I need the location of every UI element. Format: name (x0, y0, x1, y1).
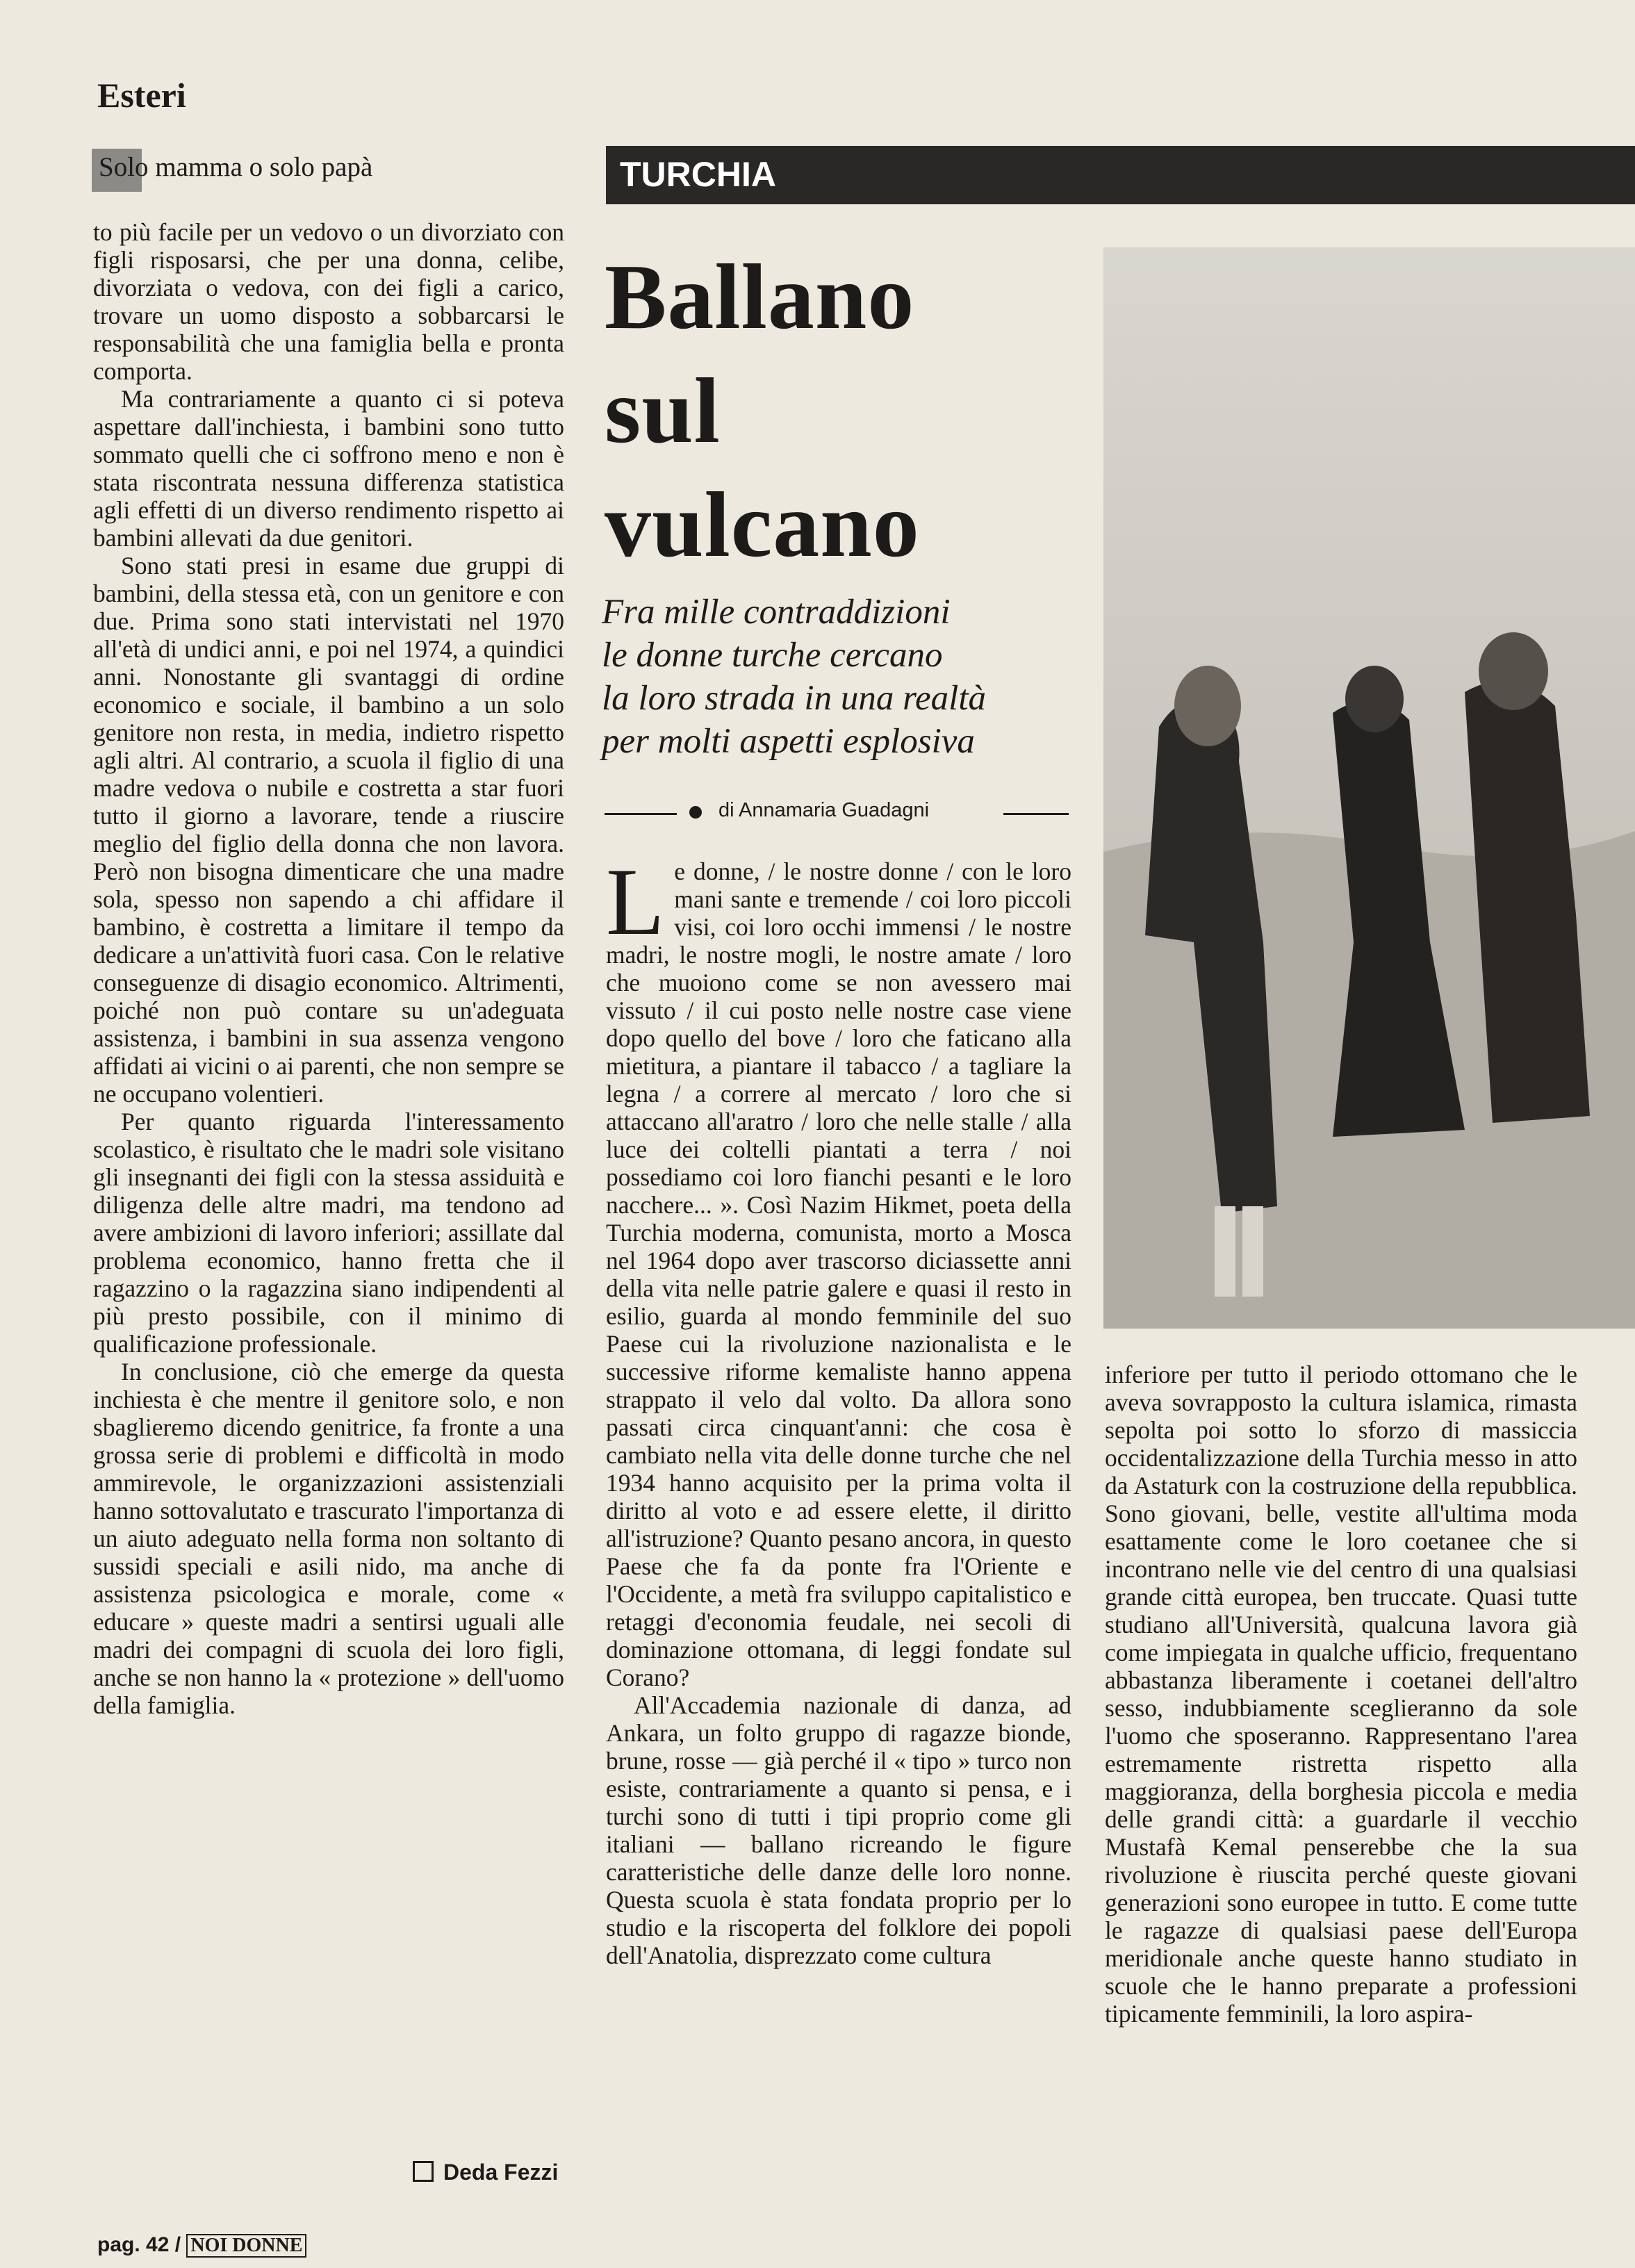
mid-paragraph: All'Accademia nazionale di danza, ad Ankara, un folto gruppo di ragazze bionde, brune, rosse — già perché il « tipo » turco non esiste, contrariamente a quanto si pensa, e i turchi sono di tutti i tipi proprio come gli italiani — ballano ricreando le figure caratteristiche delle danze delle loro nonne. Questa scuola è stata fondata proprio per lo studio e la riscoperta del folklore dei popoli dell'Anatolia, disprezzato come cultura (606, 1691, 1071, 1969)
left-paragraph: Per quanto riguarda l'interessamento scolastico, è risultato che le madri sole visitano gli insegnanti dei figli con la stessa assiduità e diligenza delle altre madri, ma tendono ad avere ambizioni di lavoro inferiori; assillate dal problema economico, hanno fretta che il ragazzino o la ragazzina siano indipendenti al più presto possibile, con il minimo di qualificazione professionale. (93, 1108, 564, 1358)
left-paragraph: Sono stati presi in esame due gruppi di bambini, della stessa età, con un genitore e con due. Prima sono stati intervistati nel 1970 all'età di undici anni, e poi nel 1974, a quindici anni. Nonostante gli svantaggi di ordine economico e sociale, il bambino a un solo genitore non resta, in media, indietro rispetto agli altri. Al contrario, a scuola il figlio di una madre vedova o nubile e costretta a star fuori tutto il giorno a lavorare, tende a riuscire meglio del figlio della donna che non lavora. Però non bisogna dimenticare che una madre sola, spesso non sapendo a chi affidare il bambino, è costretta a limitare il tempo da dedicare a un'attività fuori casa. Con le relative conseguenze di disagio economico. Altrimenti, poiché non può contare su un'adeguata assistenza, i bambini in sua assenza vengono affidati ai vicini o ai parenti, che non sempre se ne occupano volentieri. (93, 552, 564, 1108)
subtitle-line: le donne turche cercano (602, 636, 943, 675)
footer-separator: / (174, 2233, 181, 2256)
section-label: Esteri (97, 76, 186, 115)
author-name: di Annamaria Guadagni (718, 799, 930, 821)
left-column-header (92, 149, 495, 192)
country-banner (606, 146, 1635, 204)
left-column-text (93, 218, 564, 1719)
subtitle-line: Fra mille contraddizioni (602, 593, 951, 632)
end-mark-square-icon (413, 2161, 434, 2182)
page-footer (97, 2233, 306, 2258)
left-paragraph: Ma contrariamente a quanto ci si poteva aspettare dall'inchiesta, i bambini sono tutto sommato quelli che ci soffrono meno e non è stata riscontrata nessuna differenza statistica agli effetti di un diverso rendimento rispetto ai bambini allevati da due genitori. (93, 385, 564, 552)
byline-rule-left (605, 813, 677, 815)
byline (605, 796, 1069, 824)
middle-column-text (606, 848, 1071, 1969)
subtitle-line: la loro strada in una realtà (602, 679, 987, 718)
bullet-icon (689, 806, 702, 819)
headline-line: vulcano (605, 473, 920, 576)
right-paragraph: inferiore per tutto il periodo ottomano che le aveva sovrapposto la cultura islamica, rimasta sepolta poi sotto lo sforzo di massiccia occidentalizzazione della Turchia messo in atto da Astaturk con la costruzione della repubblica. Sono giovani, belle, vestite all'ultima moda esattamente come le loro coetanee che si incontrano nelle vie del centro di una qualsiasi grande città europea, ben truccate. Quasi tutte studiano all'Università, qualcuna lavora già come impiegata in qualche ufficio, frequentano abbastanza liberamente i coetanei dell'altro sesso, indubbiamente sceglieranno da sole l'uomo che sposeranno. Rappresentano l'area estremamente ristretta rispetto alla maggioranza, della borghesia piccola e media delle grandi città: a guardarle il vecchio Mustafà Kemal penserebbe che la sua rivoluzione è riuscita perché queste giovani generazioni sono europee in tutto. E come tutte le ragazze di qualsiasi paese dell'Europa meridionale anche queste hanno studiato in scuole che le hanno preparate a professioni tipicamente femminili, la loro aspira- (1105, 1361, 1577, 2028)
signature-name: Deda Fezzi (443, 2160, 559, 2185)
left-paragraph: to più facile per un vedovo o un divorziato con figli risposarsi, che per una donna, celibe, divorziata o vedova, con dei figli a carico, trovare un uomo disposto a sobbarcarsi le responsabilità che una famiglia bella e pronta comporta. (93, 218, 564, 385)
dancers-photo (1103, 247, 1635, 1329)
subtitle-line: per molti aspetti esplosiva (602, 722, 975, 761)
page-number: pag. 42 (97, 2233, 170, 2256)
article-subtitle (602, 591, 1081, 763)
country-banner-label: TURCHIA (620, 155, 776, 194)
mid-paragraph-body: e donne, / le nostre donne / con le loro mani sante e tremende / coi loro piccoli visi, coi loro occhi immensi / le nostre madri, le nostre mogli, le nostre amate / loro che muoiono come se non avessero mai vissuto / il cui posto nelle nostre case viene dopo quello del bove / loro che faticano alla mietitura, a piantare il tabacco / a tagliare la legna / a correre al mercato / loro che si attaccano all'aratro / loro che nelle stalle / alla luce dei coltelli piantati a terra / noi possediamo coi loro fianchi pesanti e le loro nacchere... ». Così Nazim Hikmet, poeta della Turchia moderna, comunista, morto a Mosca nel 1964 dopo aver trascorso diciassette anni della vita nelle patrie galere e quasi il resto in esilio, guarda al mondo femminile del suo Paese cui la rivoluzione nazionalista e le successive riforme kemaliste hanno appena strappato il velo dal volto. Da allora sono passati circa cinquant'anni: che cosa è cambiato nella vita delle donne turche che nel 1934 hanno acquisito per la prima volta il diritto al voto e ad essere elette, il diritto all'istruzione? Quanto pesano ancora, in questo Paese che fa da ponte fra l'Oriente e l'Occidente, a metà fra sviluppo capitalistico e retaggi d'economia feudale, nei secoli di dominazione ottomana, di leggi fondate sul Corano? (606, 857, 1071, 1691)
byline-rule-right (1003, 813, 1069, 815)
left-signature (413, 2160, 558, 2185)
left-column-title: Solo mamma o solo papà (99, 152, 373, 182)
left-paragraph: In conclusione, ciò che emerge da questa inchiesta è che mentre il genitore solo, e non sbaglieremo dicendo genitrice, fa fronte a una grossa serie di problemi e difficoltà in modo ammirevole, le organizzazioni assistenziali hanno sottovalutato e trascurato l'importanza di un aiuto adeguato nella forma non soltanto di sussidi speciali e asili nido, ma anche di assistenza psicologica e morale, come « educare » queste madri a sentirsi uguali alle madri dei compagni di scuola dei loro figli, anche se non hanno la « protezione » dell'uomo della famiglia. (93, 1358, 564, 1719)
drop-cap: L (606, 848, 665, 955)
article-headline (605, 240, 1056, 582)
magazine-logo: NOI DONNE (186, 2234, 306, 2258)
mid-paragraph-first (606, 848, 1071, 1691)
headline-line: Ballano (605, 245, 915, 348)
photo-illustration (1103, 247, 1635, 1329)
headline-line: sul (605, 359, 721, 462)
right-column-text (1105, 1361, 1577, 2028)
